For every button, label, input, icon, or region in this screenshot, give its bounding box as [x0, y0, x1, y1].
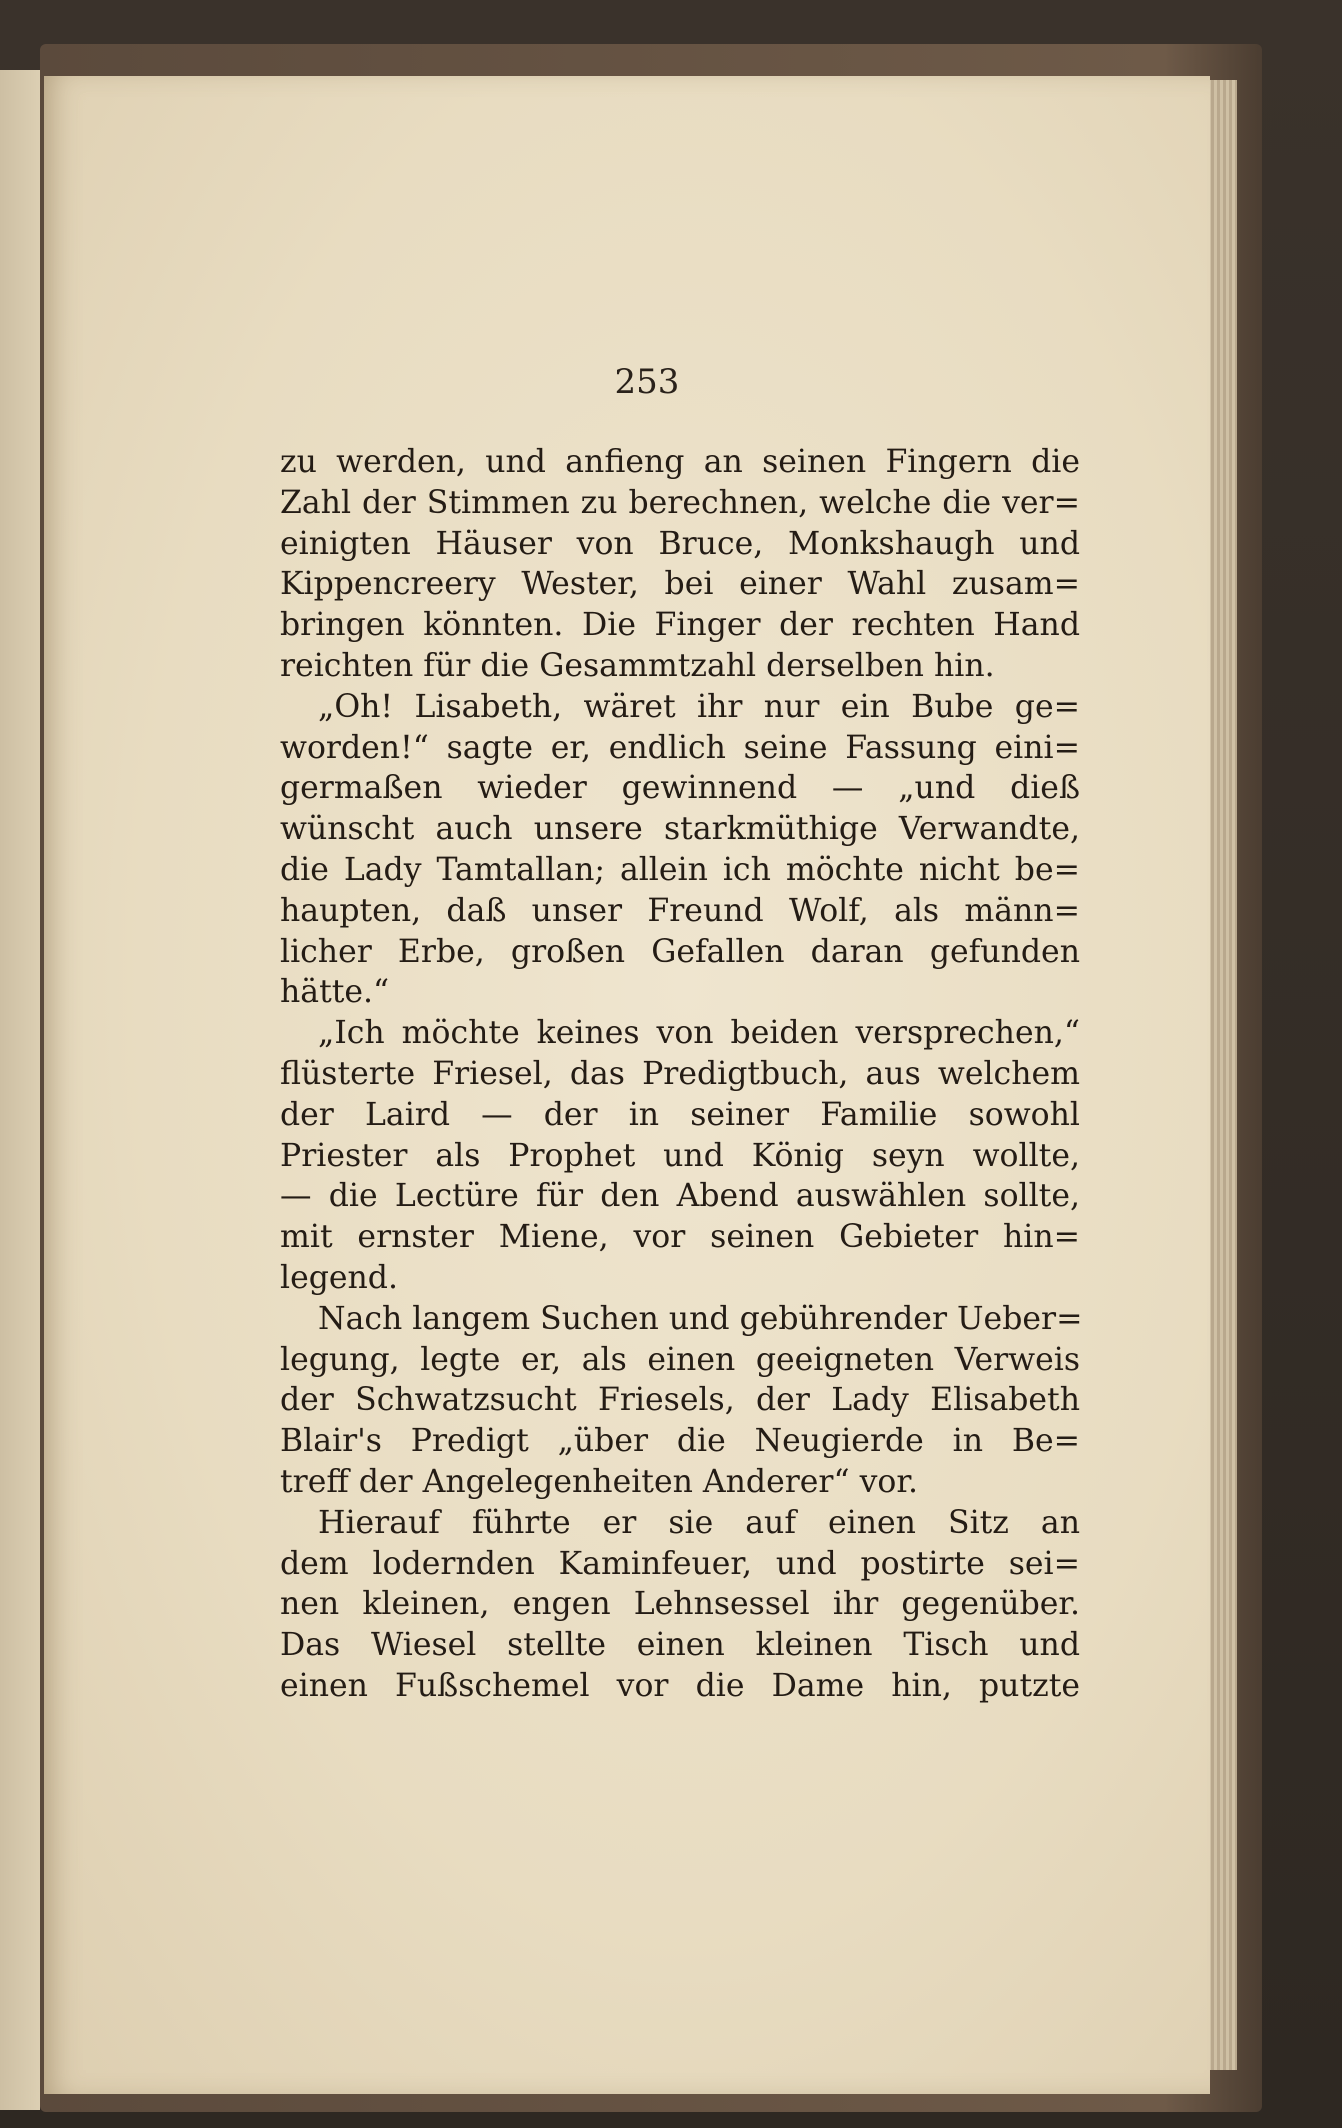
text-line: zu werden, und anfieng an seinen Fingern die: [280, 444, 1080, 480]
text-line: Das Wiesel stellte einen kleinen Tisch und: [280, 1627, 1080, 1664]
text-line: der Laird — der in seiner Familie sowohl: [280, 1096, 1080, 1133]
text-line: treff der Angelegenheiten Anderer“ vor.: [280, 1463, 918, 1500]
text-line: haupten, daß unser Freund Wolf, als männ=: [280, 892, 1080, 929]
text-line: mit ernster Miene, vor seinen Gebieter hin=: [280, 1219, 1080, 1256]
text-line: wünscht auch unsere starkmüthige Verwandte,: [280, 811, 1080, 848]
text-line: hätte.“: [280, 974, 390, 1011]
text-line: Nach langem Suchen und gebührender Ueber=: [318, 1300, 1083, 1337]
text-line: nen kleinen, engen Lehnsessel ihr gegenüber.: [280, 1586, 1080, 1623]
text-line: dem lodernden Kaminfeuer, und postirte sei=: [280, 1545, 1080, 1582]
text-line: bringen könnten. Die Finger der rechten Hand: [280, 607, 1080, 644]
previous-page-edge: [0, 70, 40, 2110]
text-line: flüsterte Friesel, das Predigtbuch, aus welchem: [280, 1055, 1080, 1092]
body-text: [280, 442, 1083, 1707]
text-line: Zahl der Stimmen zu berechnen, welche die ver=: [280, 484, 1080, 521]
text-line: einen Fußschemel vor die Dame hin, putzte: [280, 1667, 1080, 1704]
text-line: der Schwatzsucht Friesels, der Lady Elisabeth: [280, 1382, 1080, 1419]
text-line: „Oh! Lisabeth, wäret ihr nur ein Bube ge=: [318, 688, 1080, 725]
text-line: Hierauf führte er sie auf einen Sitz an: [318, 1504, 1080, 1541]
text-line: Kippencreery Wester, bei einer Wahl zusam=: [280, 566, 1080, 603]
text-line: worden!“ sagte er, endlich seine Fassung eini=: [280, 729, 1080, 766]
text-line: — die Lectüre für den Abend auswählen sollte,: [280, 1178, 1080, 1215]
text-line: Priester als Prophet und König seyn wollte,: [280, 1137, 1080, 1174]
page-number: 253: [614, 362, 680, 402]
text-line: „Ich möchte keines von beiden versprechen,“: [318, 1015, 1080, 1052]
text-line: die Lady Tamtallan; allein ich möchte nicht be=: [280, 851, 1080, 888]
text-line: germaßen wieder gewinnend — „und dieß: [280, 770, 1080, 807]
text-line: legung, legte er, als einen geeigneten Verweis: [280, 1341, 1080, 1378]
text-line: reichten für die Gesammtzahl derselben hin.: [280, 647, 995, 684]
text-line: legend.: [280, 1259, 398, 1296]
text-line: Blair's Predigt „über die Neugierde in Be=: [280, 1423, 1080, 1460]
text-line: einigten Häuser von Bruce, Monkshaugh und: [280, 525, 1080, 562]
book-page: [44, 76, 1210, 2094]
text-line: licher Erbe, großen Gefallen daran gefunden: [280, 933, 1080, 970]
